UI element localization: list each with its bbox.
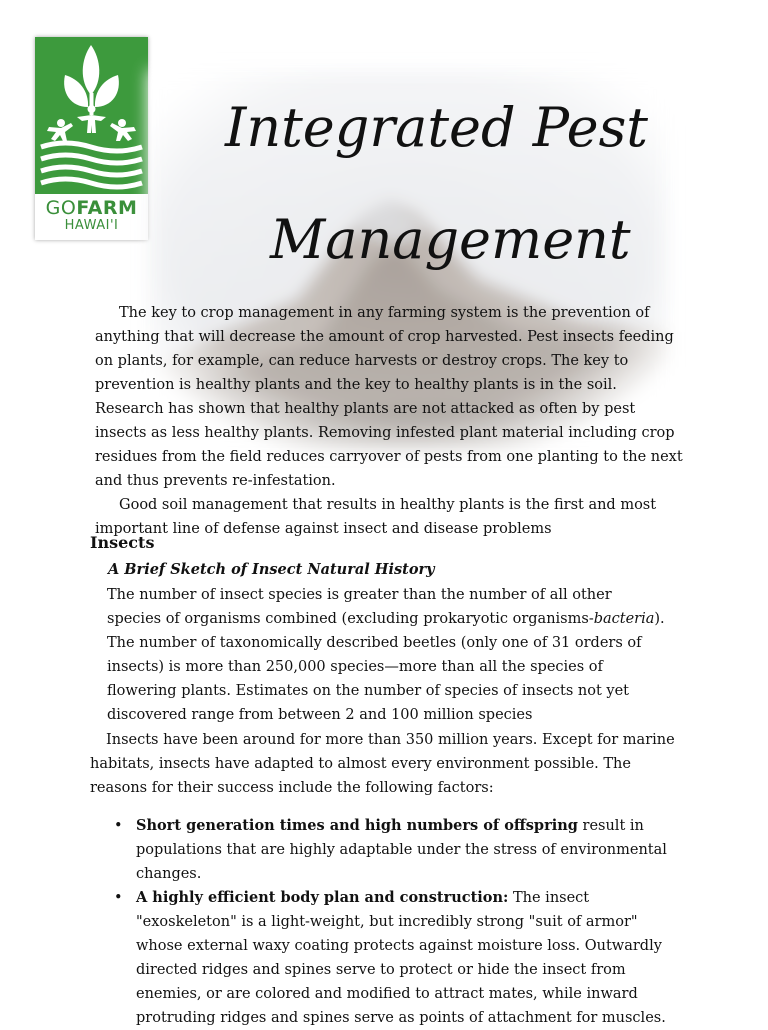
- logo-subtitle: HAWAI'I: [64, 218, 119, 233]
- natural-text-italic: bacteria: [593, 611, 655, 627]
- bullet-icon: •: [114, 818, 123, 834]
- sprout-people-icon: [35, 37, 148, 194]
- natural-history-paragraph: [107, 583, 667, 727]
- gofarm-logo: [35, 37, 148, 240]
- logo-brand-prefix: GO: [45, 197, 77, 219]
- success-factors-list: [110, 814, 680, 1030]
- natural-text-end: ). The number of taxonomically described beetles (only one of 31 orders of insects) is more than 250,000 species—more than all the species of flowering plants. Estimates on the number of species of insects not yet discovered range from between 2 and 100 million species: [107, 611, 665, 723]
- subsection-heading: A Brief Sketch of Insect Natural History: [108, 561, 435, 578]
- list-item: [110, 886, 680, 1030]
- intro-paragraph-1: The key to crop management in any farming system is the prevention of anything that will decrease the amount of crop harvested. Pest insects feeding on plants, for example, can reduce harvests or destroy crops. The key to prevention is healthy plants and the key to healthy plants is in the soil. Research has shown that healthy plants are not attacked as often by pest insects as less healthy plants. Removing infested plant material including crop residues from the field reduces carryover of pests from one planting to the next and thus prevents re-infestation.: [95, 305, 683, 489]
- natural-text-start: The number of insect species is greater than the number of all other species of organisms combined (excluding prokaryotic organisms-: [107, 587, 612, 627]
- logo-brand-main: FARM: [76, 197, 138, 219]
- intro-paragraph-2: Good soil management that results in healthy plants is the first and most important line of defense against insect and disease problems: [95, 497, 657, 537]
- title-line-1: Integrated Pest: [225, 96, 649, 159]
- list-item-text: The insect "exoskeleton" is a light-weight, but incredibly strong "suit of armor" whose external waxy coating protects against moisture loss. Outwardly directed ridges and spines serve to protect or hide the insect from enemies, or are colored and modified to attract mates, while inward protruding ridges and spines serve as points of attachment for muscles.: [136, 890, 666, 1026]
- bullet-icon: •: [114, 890, 123, 906]
- list-item: [110, 814, 680, 886]
- success-paragraph: [90, 728, 680, 800]
- logo-emblem: [35, 37, 148, 194]
- list-item-bold: A highly efficient body plan and construction:: [136, 889, 509, 906]
- title-line-2: Management: [270, 208, 631, 271]
- section-heading-insects: Insects: [90, 533, 155, 552]
- success-text: Insects have been around for more than 350 million years. Except for marine habitats, insects have adapted to almost every environment possible. The reasons for their success include the following factors:: [90, 732, 675, 796]
- list-item-text: result in populations that are highly adaptable under the stress of environmental changes.: [136, 818, 667, 882]
- list-item-bold: Short generation times and high numbers of offspring: [136, 817, 578, 834]
- intro-section: [95, 301, 685, 541]
- logo-text: [35, 197, 148, 233]
